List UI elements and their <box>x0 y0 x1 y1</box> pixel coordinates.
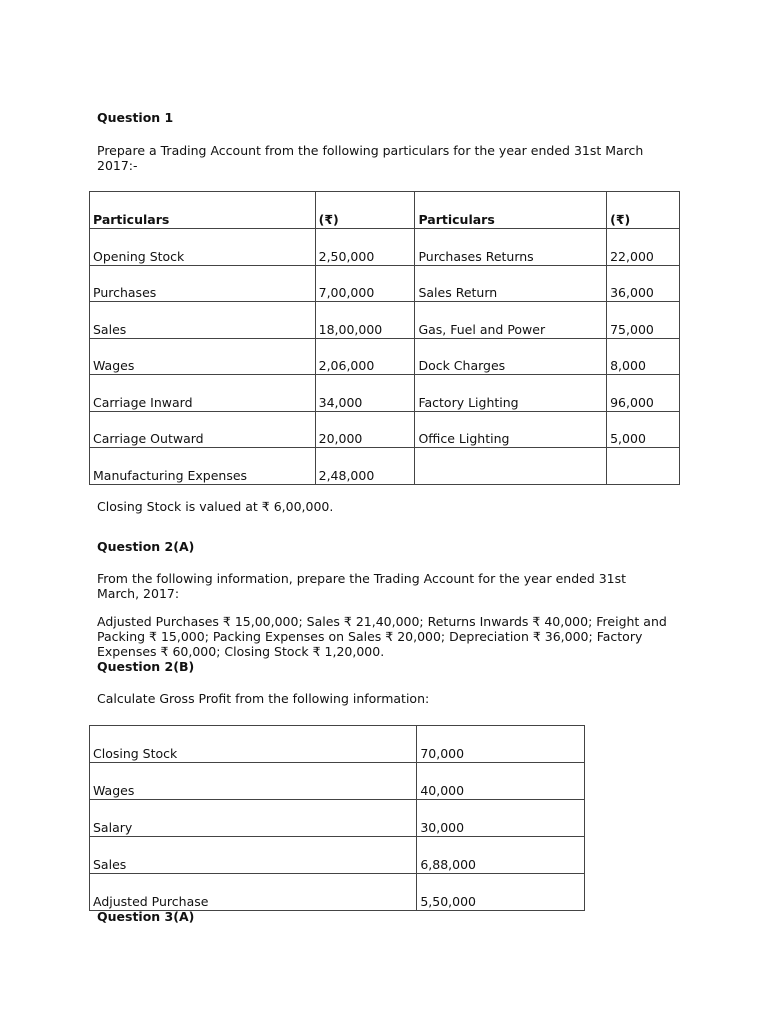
table-cell: 2,50,000 <box>315 229 415 266</box>
table-cell: Factory Lighting <box>415 375 607 412</box>
table-cell: 36,000 <box>607 265 680 302</box>
table-row <box>90 338 680 375</box>
table-row <box>90 411 680 448</box>
table-header-cell: (₹) <box>607 192 680 229</box>
table-row <box>90 800 585 837</box>
table-row <box>90 229 680 266</box>
q2b-heading: Question 2(B) <box>97 659 195 674</box>
q1-closing-note: Closing Stock is valued at ₹ 6,00,000. <box>97 499 334 514</box>
table-row <box>90 763 585 800</box>
table-cell: Opening Stock <box>90 229 316 266</box>
table-cell: Purchases Returns <box>415 229 607 266</box>
table-cell: 7,00,000 <box>315 265 415 302</box>
q2a-intro-line-1: From the following information, prepare the Trading Account for the year ended 31st <box>97 571 627 586</box>
table-cell: Carriage Inward <box>90 375 316 412</box>
q3a-heading: Question 3(A) <box>97 909 195 924</box>
table-cell: 70,000 <box>417 726 585 763</box>
table-row <box>90 726 585 763</box>
table-cell <box>607 448 680 485</box>
table-row <box>90 874 585 911</box>
q2a-intro-line-2: March, 2017: <box>97 586 180 601</box>
q1-trading-table <box>89 191 680 485</box>
table-cell: Office Lighting <box>415 411 607 448</box>
table-cell: Sales <box>90 302 316 339</box>
table-cell: 6,88,000 <box>417 837 585 874</box>
q2b-info-table <box>89 725 585 911</box>
table-cell: Salary <box>90 800 417 837</box>
table-cell: 18,00,000 <box>315 302 415 339</box>
table-cell: 34,000 <box>315 375 415 412</box>
table-cell: 2,48,000 <box>315 448 415 485</box>
table-cell: Wages <box>90 338 316 375</box>
q2a-details-line-1: Adjusted Purchases ₹ 15,00,000; Sales ₹ 21,40,000; Returns Inwards ₹ 40,000; Freight and <box>97 614 667 629</box>
table-cell: Sales Return <box>415 265 607 302</box>
q2a-intro <box>97 571 667 601</box>
table-header-row <box>90 192 680 229</box>
table-cell: Gas, Fuel and Power <box>415 302 607 339</box>
table-cell: Purchases <box>90 265 316 302</box>
table-cell: 22,000 <box>607 229 680 266</box>
table-cell: Dock Charges <box>415 338 607 375</box>
table-cell: 8,000 <box>607 338 680 375</box>
q2b-intro: Calculate Gross Profit from the following information: <box>97 691 430 706</box>
table-cell: Wages <box>90 763 417 800</box>
table-cell: Carriage Outward <box>90 411 316 448</box>
q2a-details <box>97 614 667 659</box>
table-row <box>90 837 585 874</box>
table-cell: Manufacturing Expenses <box>90 448 316 485</box>
table-row <box>90 448 680 485</box>
table-cell: 5,50,000 <box>417 874 585 911</box>
q2a-details-line-3: Expenses ₹ 60,000; Closing Stock ₹ 1,20,000. <box>97 644 385 659</box>
q2a-details-line-2: Packing ₹ 15,000; Packing Expenses on Sales ₹ 20,000; Depreciation ₹ 36,000; Factory <box>97 629 643 644</box>
q2a-heading: Question 2(A) <box>97 539 195 554</box>
table-row <box>90 375 680 412</box>
table-cell: 5,000 <box>607 411 680 448</box>
table-cell: 40,000 <box>417 763 585 800</box>
q1-intro-line-2: 2017:- <box>97 158 138 173</box>
table-cell: 75,000 <box>607 302 680 339</box>
q1-heading: Question 1 <box>97 110 174 125</box>
q1-intro <box>97 143 667 173</box>
table-header-cell: (₹) <box>315 192 415 229</box>
table-cell: Adjusted Purchase <box>90 874 417 911</box>
table-header-cell: Particulars <box>90 192 316 229</box>
table-cell: 20,000 <box>315 411 415 448</box>
table-cell: 30,000 <box>417 800 585 837</box>
table-row <box>90 265 680 302</box>
table-row <box>90 302 680 339</box>
table-cell: Sales <box>90 837 417 874</box>
table-cell: 96,000 <box>607 375 680 412</box>
table-cell: Closing Stock <box>90 726 417 763</box>
table-header-cell: Particulars <box>415 192 607 229</box>
table-cell <box>415 448 607 485</box>
table-cell: 2,06,000 <box>315 338 415 375</box>
q1-intro-line-1: Prepare a Trading Account from the following particulars for the year ended 31st March <box>97 143 644 158</box>
